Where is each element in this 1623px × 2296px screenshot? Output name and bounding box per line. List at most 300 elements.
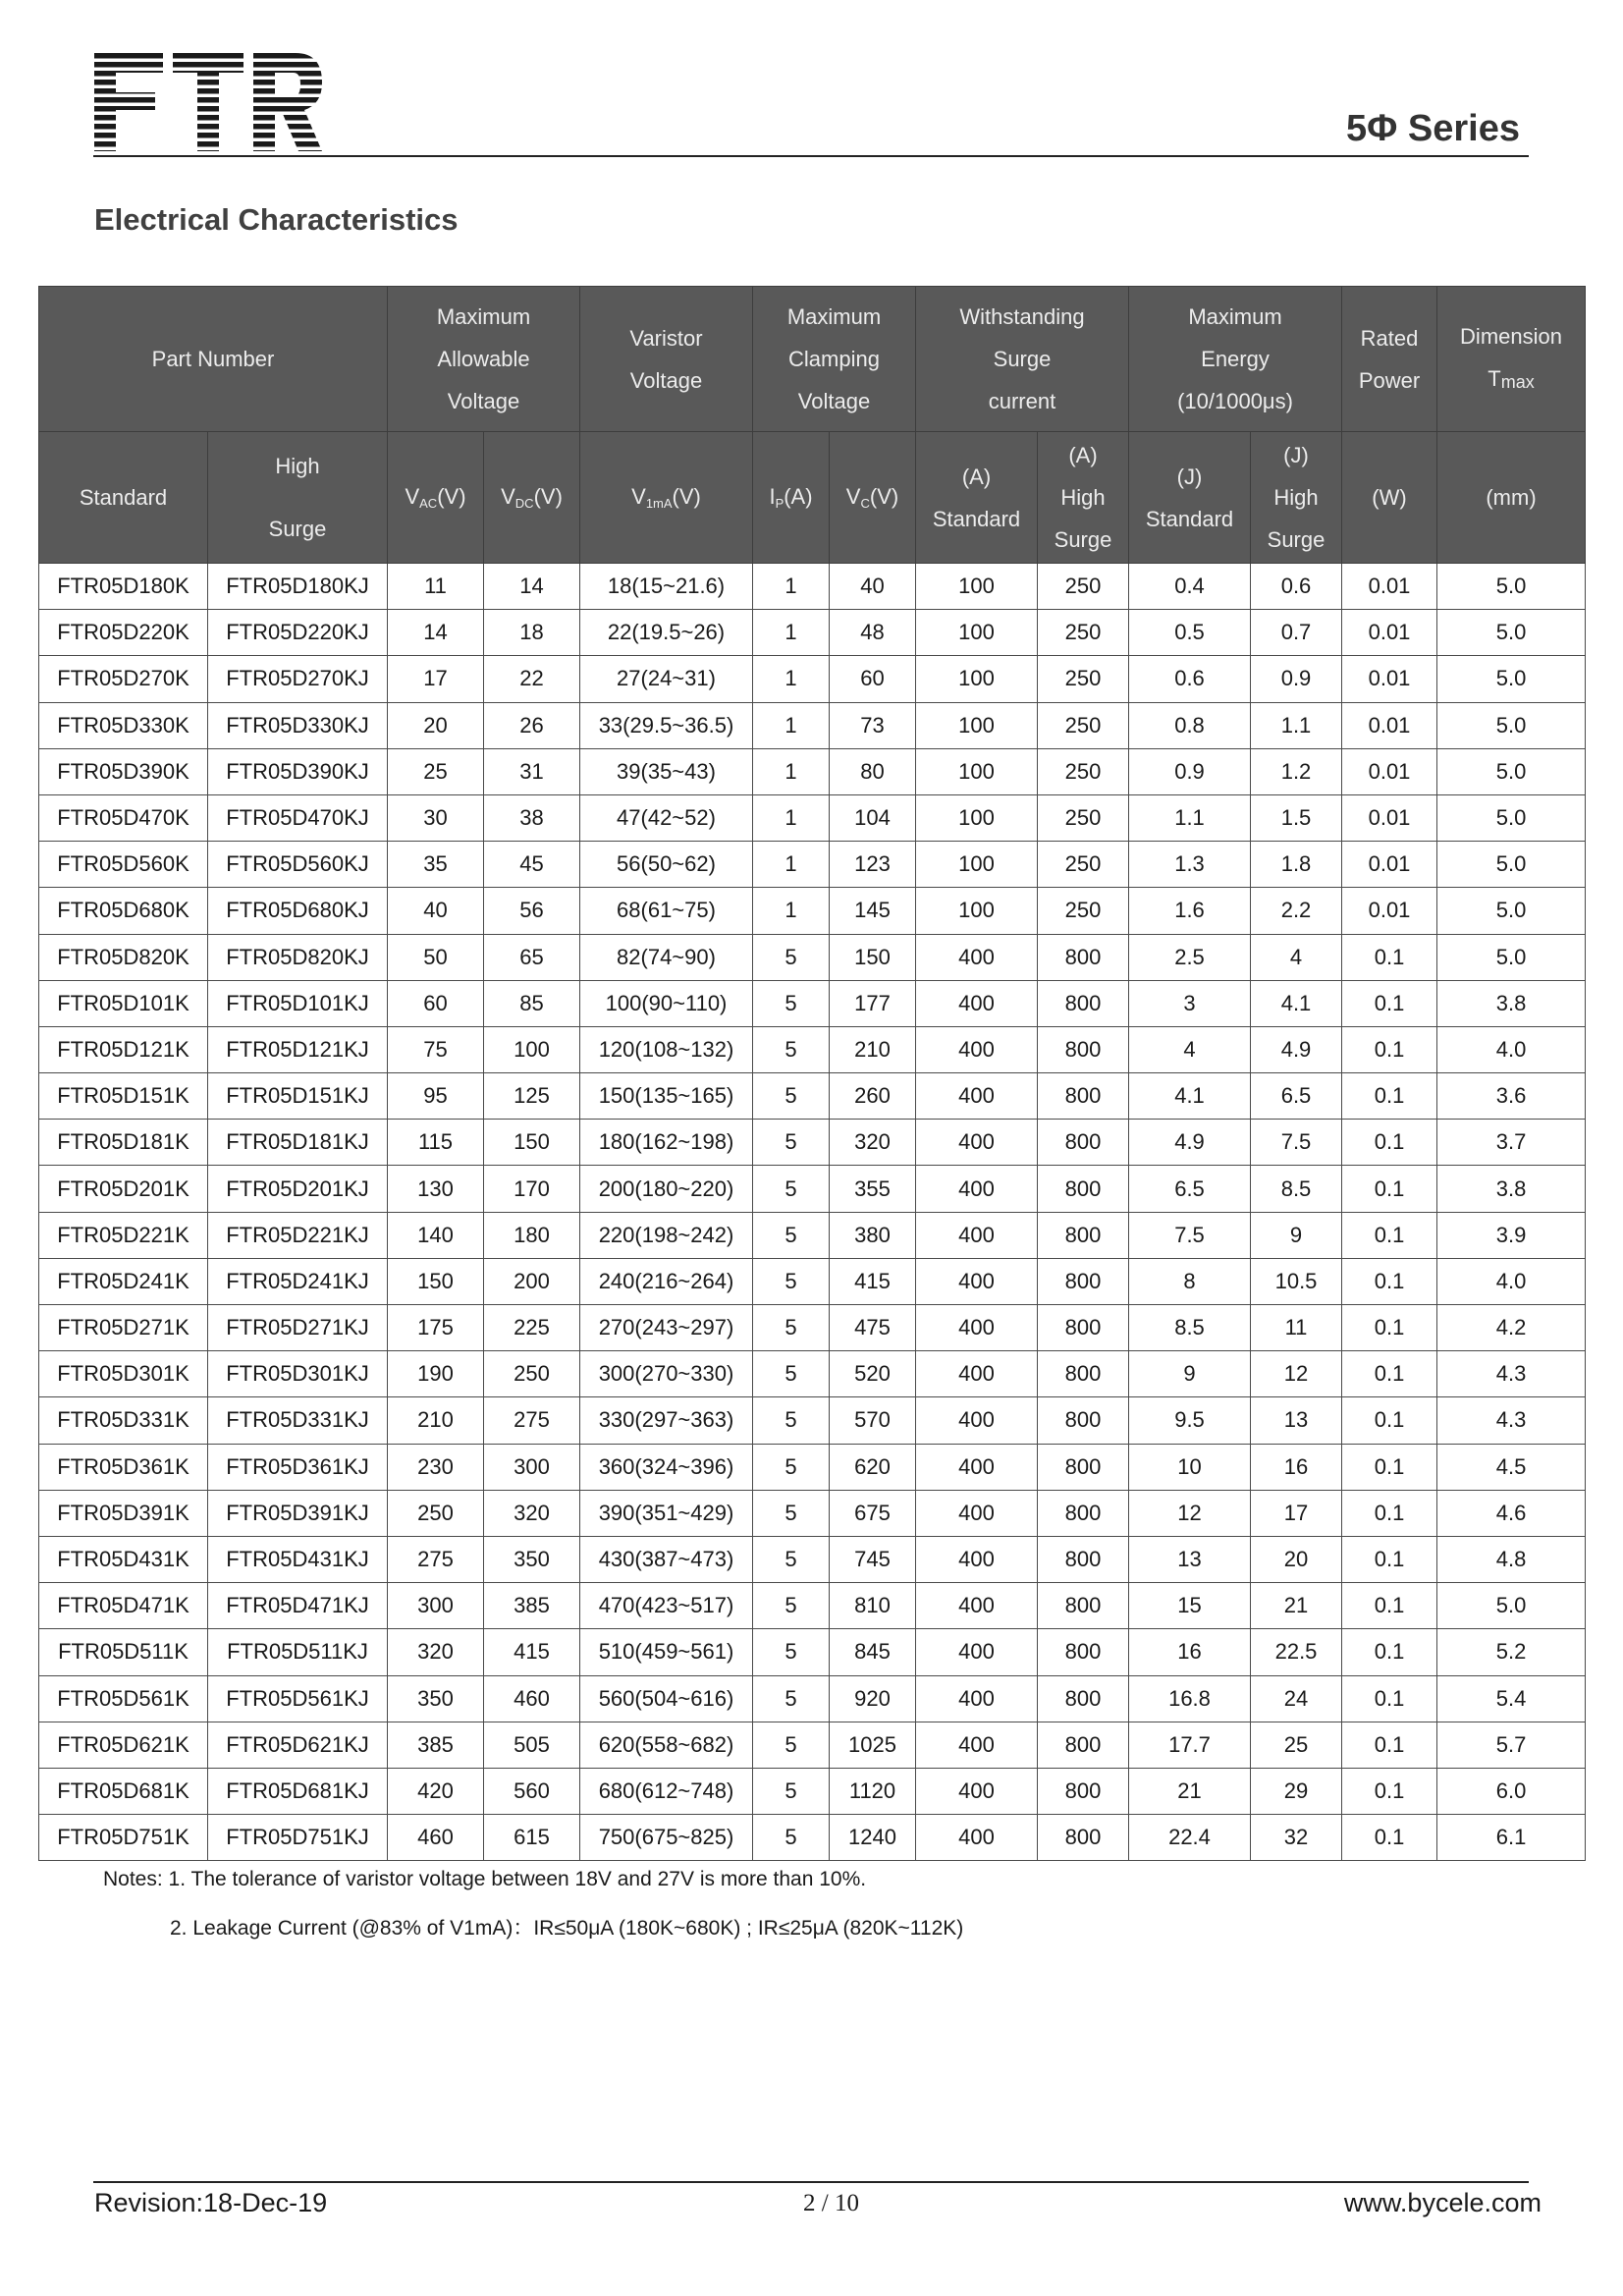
table-cell: 0.1 [1342,1536,1437,1582]
table-cell: 1 [753,888,830,934]
header-watts: (W) [1342,432,1437,564]
table-cell: 5.0 [1437,888,1586,934]
table-cell: 0.1 [1342,1397,1437,1444]
table-cell: FTR05D470K [39,794,208,841]
table-cell: 400 [916,1120,1038,1166]
table-cell: 400 [916,1258,1038,1304]
table-cell: 390(351~429) [580,1490,753,1536]
table-cell: 25 [388,748,484,794]
table-cell: 30 [388,794,484,841]
table-cell: 320 [830,1120,916,1166]
table-cell: FTR05D561K [39,1675,208,1722]
table-cell: FTR05D180KJ [208,564,388,610]
table-cell: 100 [916,794,1038,841]
table-cell: 225 [484,1305,580,1351]
table-cell: FTR05D431KJ [208,1536,388,1582]
table-cell: FTR05D680KJ [208,888,388,934]
table-cell: 9 [1251,1212,1342,1258]
table-cell: 56(50~62) [580,842,753,888]
table-cell: 0.1 [1342,1212,1437,1258]
table-cell: FTR05D511K [39,1629,208,1675]
table-row [39,980,1586,1026]
table-cell: 360(324~396) [580,1444,753,1490]
table-cell: 0.8 [1129,702,1251,748]
table-cell: 800 [1038,980,1129,1026]
table-cell: 400 [916,1815,1038,1861]
note-1: Notes: 1. The tolerance of varistor voltage between 18V and 27V is more than 10%. [103,1868,867,1890]
table-cell: 3.7 [1437,1120,1586,1166]
table-cell: 1 [753,610,830,656]
table-cell: FTR05D681KJ [208,1768,388,1814]
table-cell: 0.1 [1342,1722,1437,1768]
table-cell: 38 [484,794,580,841]
table-cell: FTR05D151KJ [208,1073,388,1120]
table-cell: 475 [830,1305,916,1351]
table-cell: 17.7 [1129,1722,1251,1768]
header-current-standard: (A) Standard [916,432,1038,564]
table-cell: 400 [916,1305,1038,1351]
table-cell: 0.01 [1342,794,1437,841]
table-cell: 400 [916,980,1038,1026]
table-cell: 21 [1251,1583,1342,1629]
table-cell: FTR05D361K [39,1444,208,1490]
table-row [39,702,1586,748]
table-cell: 220(198~242) [580,1212,753,1258]
table-cell: 5 [753,1815,830,1861]
table-cell: 330(297~363) [580,1397,753,1444]
table-cell: 85 [484,980,580,1026]
table-cell: 4.9 [1251,1026,1342,1072]
table-cell: 3.6 [1437,1073,1586,1120]
table-cell: 0.1 [1342,1629,1437,1675]
table-cell: FTR05D680K [39,888,208,934]
page-number: 2 / 10 [803,2190,859,2216]
table-cell: 250 [1038,702,1129,748]
table-cell: 320 [388,1629,484,1675]
table-cell: 400 [916,1166,1038,1212]
table-cell: 250 [1038,610,1129,656]
table-cell: 800 [1038,1675,1129,1722]
table-cell: 800 [1038,1026,1129,1072]
table-cell: 620 [830,1444,916,1490]
table-cell: 177 [830,980,916,1026]
table-cell: 100 [916,748,1038,794]
table-cell: FTR05D390K [39,748,208,794]
header-energy-standard: (J) Standard [1129,432,1251,564]
table-cell: 20 [1251,1536,1342,1582]
table-cell: 400 [916,1026,1038,1072]
table-cell: 800 [1038,934,1129,980]
table-cell: 0.9 [1129,748,1251,794]
table-cell: 460 [484,1675,580,1722]
table-cell: 430(387~473) [580,1536,753,1582]
table-cell: 26 [484,702,580,748]
table-cell: FTR05D101KJ [208,980,388,1026]
table-cell: 800 [1038,1768,1129,1814]
table-cell: 0.1 [1342,1073,1437,1120]
table-cell: FTR05D270KJ [208,656,388,702]
table-cell: 25 [1251,1722,1342,1768]
table-cell: 0.5 [1129,610,1251,656]
table-cell: 5 [753,1258,830,1304]
table-cell: 400 [916,1722,1038,1768]
table-cell: FTR05D121KJ [208,1026,388,1072]
table-cell: 47(42~52) [580,794,753,841]
table-cell: 82(74~90) [580,934,753,980]
table-cell: 200 [484,1258,580,1304]
table-cell: 190 [388,1351,484,1397]
table-cell: 505 [484,1722,580,1768]
table-cell: 4.0 [1437,1258,1586,1304]
table-cell: 745 [830,1536,916,1582]
table-cell: 73 [830,702,916,748]
table-cell: 7.5 [1129,1212,1251,1258]
table-cell: 3 [1129,980,1251,1026]
table-row [39,1815,1586,1861]
table-cell: 845 [830,1629,916,1675]
table-cell: 3.8 [1437,1166,1586,1212]
table-cell: 300(270~330) [580,1351,753,1397]
table-cell: 4.5 [1437,1444,1586,1490]
table-cell: 68(61~75) [580,888,753,934]
table-cell: 20 [388,702,484,748]
table-cell: 33(29.5~36.5) [580,702,753,748]
table-row [39,1026,1586,1072]
table-cell: 800 [1038,1722,1129,1768]
table-cell: 100 [916,610,1038,656]
table-cell: 56 [484,888,580,934]
table-cell: 3.9 [1437,1212,1586,1258]
table-cell: 123 [830,842,916,888]
table-row [39,1305,1586,1351]
table-cell: 16 [1129,1629,1251,1675]
table-cell: 800 [1038,1258,1129,1304]
table-cell: 2.5 [1129,934,1251,980]
table-cell: 60 [830,656,916,702]
table-row [39,934,1586,980]
table-cell: 100(90~110) [580,980,753,1026]
table-cell: 0.01 [1342,610,1437,656]
table-cell: 415 [830,1258,916,1304]
table-cell: 400 [916,1351,1038,1397]
table-cell: 385 [484,1583,580,1629]
table-cell: 150(135~165) [580,1073,753,1120]
table-cell: 385 [388,1722,484,1768]
table-cell: FTR05D301KJ [208,1351,388,1397]
table-cell: 800 [1038,1629,1129,1675]
table-cell: 100 [916,564,1038,610]
table-row [39,1073,1586,1120]
header-divider [93,155,1529,157]
table-cell: 170 [484,1166,580,1212]
header-standard: Standard [39,432,208,564]
header-max-energy: Maximum Energy (10/1000μs) [1129,287,1342,432]
table-cell: FTR05D181KJ [208,1120,388,1166]
table-cell: 1240 [830,1815,916,1861]
table-cell: 800 [1038,1073,1129,1120]
table-cell: FTR05D431K [39,1536,208,1582]
table-cell: 5.0 [1437,702,1586,748]
table-cell: 5 [753,1768,830,1814]
table-cell: 1.1 [1129,794,1251,841]
table-cell: 0.01 [1342,888,1437,934]
table-cell: 1.5 [1251,794,1342,841]
table-cell: 250 [1038,794,1129,841]
header-varistor-voltage: Varistor Voltage [580,287,753,432]
table-cell: 6.5 [1129,1166,1251,1212]
header-dimension: Dimension Tmax [1437,287,1586,432]
note-2: 2. Leakage Current (@83% of V1mA)：IR≤50μA (180K~680K) ; IR≤25μA (820K~112K) [170,1917,964,1940]
table-cell: 6.1 [1437,1815,1586,1861]
table-cell: 5.2 [1437,1629,1586,1675]
table-cell: 11 [1251,1305,1342,1351]
table-cell: FTR05D220KJ [208,610,388,656]
table-cell: 5 [753,1120,830,1166]
table-cell: 0.1 [1342,1490,1437,1536]
table-cell: 6.5 [1251,1073,1342,1120]
table-cell: FTR05D361KJ [208,1444,388,1490]
table-cell: 400 [916,1675,1038,1722]
table-cell: 100 [916,842,1038,888]
table-cell: FTR05D221KJ [208,1212,388,1258]
table-cell: 45 [484,842,580,888]
table-cell: 1025 [830,1722,916,1768]
table-cell: 260 [830,1073,916,1120]
table-row [39,794,1586,841]
table-cell: 210 [388,1397,484,1444]
table-cell: 300 [388,1583,484,1629]
table-cell: 240(216~264) [580,1258,753,1304]
table-cell: 275 [484,1397,580,1444]
table-cell: 0.1 [1342,1026,1437,1072]
table-cell: 4.6 [1437,1490,1586,1536]
table-cell: 0.01 [1342,842,1437,888]
table-cell: 400 [916,934,1038,980]
table-row [39,610,1586,656]
table-cell: 800 [1038,1305,1129,1351]
table-cell: 12 [1251,1351,1342,1397]
table-cell: 4.1 [1251,980,1342,1026]
table-cell: 1.2 [1251,748,1342,794]
table-cell: 0.6 [1129,656,1251,702]
table-cell: 800 [1038,1583,1129,1629]
table-cell: FTR05D201K [39,1166,208,1212]
header-v1ma: $V_{1mA}(V)$ [580,432,753,564]
table-cell: 0.1 [1342,1166,1437,1212]
header-vac: $V_{AC}(V)$ [388,432,484,564]
table-cell: 1 [753,748,830,794]
table-cell: 5 [753,934,830,980]
table-row [39,564,1586,610]
table-cell: FTR05D621KJ [208,1722,388,1768]
table-cell: 22(19.5~26) [580,610,753,656]
table-cell: 145 [830,888,916,934]
table-cell: 400 [916,1583,1038,1629]
table-row [39,1583,1586,1629]
table-cell: 10.5 [1251,1258,1342,1304]
table-cell: 560 [484,1768,580,1814]
table-cell: 810 [830,1583,916,1629]
table-cell: 0.1 [1342,1444,1437,1490]
table-cell: 17 [1251,1490,1342,1536]
header-max-allowable-voltage: Maximum Allowable Voltage [388,287,580,432]
table-cell: 5 [753,1351,830,1397]
table-cell: 5 [753,1629,830,1675]
table-cell: FTR05D220K [39,610,208,656]
table-cell: 270(243~297) [580,1305,753,1351]
table-cell: 3.8 [1437,980,1586,1026]
table-cell: FTR05D820K [39,934,208,980]
table-cell: 125 [484,1073,580,1120]
table-cell: 5.0 [1437,748,1586,794]
table-cell: 460 [388,1815,484,1861]
table-cell: 5 [753,1536,830,1582]
table-cell: 0.4 [1129,564,1251,610]
table-cell: FTR05D621K [39,1722,208,1768]
table-cell: 1 [753,656,830,702]
table-cell: FTR05D511KJ [208,1629,388,1675]
table-cell: 675 [830,1490,916,1536]
table-cell: 800 [1038,1166,1129,1212]
table-cell: 415 [484,1629,580,1675]
table-cell: 800 [1038,1351,1129,1397]
table-cell: 120(108~132) [580,1026,753,1072]
table-cell: 150 [484,1120,580,1166]
table-cell: 0.01 [1342,748,1437,794]
table-cell: 100 [916,702,1038,748]
table-cell: FTR05D241K [39,1258,208,1304]
table-cell: FTR05D271KJ [208,1305,388,1351]
table-cell: 5.0 [1437,656,1586,702]
table-cell: 5.0 [1437,564,1586,610]
table-cell: 250 [1038,656,1129,702]
table-cell: 680(612~748) [580,1768,753,1814]
table-cell: FTR05D331K [39,1397,208,1444]
table-cell: 13 [1129,1536,1251,1582]
table-cell: 18 [484,610,580,656]
table-cell: 0.1 [1342,1675,1437,1722]
table-cell: 420 [388,1768,484,1814]
table-row [39,1212,1586,1258]
table-cell: FTR05D331KJ [208,1397,388,1444]
table-cell: 570 [830,1397,916,1444]
table-cell: 5 [753,1073,830,1120]
table-cell: 4.0 [1437,1026,1586,1072]
table-cell: 115 [388,1120,484,1166]
table-cell: 140 [388,1212,484,1258]
table-cell: 210 [830,1026,916,1072]
table-row [39,1444,1586,1490]
table-row [39,888,1586,934]
table-cell: FTR05D330K [39,702,208,748]
table-cell: 0.1 [1342,934,1437,980]
table-cell: 1.6 [1129,888,1251,934]
table-cell: 800 [1038,1120,1129,1166]
table-cell: 800 [1038,1397,1129,1444]
table-cell: 130 [388,1166,484,1212]
table-cell: FTR05D391KJ [208,1490,388,1536]
table-cell: FTR05D390KJ [208,748,388,794]
table-cell: 14 [388,610,484,656]
table-row [39,1675,1586,1722]
table-cell: FTR05D151K [39,1073,208,1120]
table-cell: 520 [830,1351,916,1397]
table-cell: 250 [1038,888,1129,934]
table-cell: 40 [388,888,484,934]
table-cell: 1 [753,794,830,841]
table-cell: FTR05D470KJ [208,794,388,841]
table-cell: 0.1 [1342,1258,1437,1304]
table-cell: 65 [484,934,580,980]
table-cell: 4.9 [1129,1120,1251,1166]
table-cell: 14 [484,564,580,610]
table-cell: 0.1 [1342,1815,1437,1861]
table-cell: 100 [916,656,1038,702]
table-cell: FTR05D681K [39,1768,208,1814]
table-header [39,287,1586,564]
table-cell: 40 [830,564,916,610]
table-cell: 200(180~220) [580,1166,753,1212]
table-cell: 21 [1129,1768,1251,1814]
table-cell: 400 [916,1444,1038,1490]
table-row [39,842,1586,888]
table-cell: 4.2 [1437,1305,1586,1351]
table-row [39,1722,1586,1768]
table-cell: FTR05D330KJ [208,702,388,748]
table-cell: 1 [753,702,830,748]
table-cell: 5.0 [1437,1583,1586,1629]
table-cell: 24 [1251,1675,1342,1722]
table-cell: 17 [388,656,484,702]
table-cell: 1120 [830,1768,916,1814]
table-cell: 8.5 [1251,1166,1342,1212]
header-vc: $V_C(V)$ [830,432,916,564]
table-cell: 800 [1038,1212,1129,1258]
table-cell: 560(504~616) [580,1675,753,1722]
table-cell: 920 [830,1675,916,1722]
table-cell: 400 [916,1212,1038,1258]
website-link[interactable]: www.bycele.com [1343,2188,1542,2217]
table-cell: 0.1 [1342,1120,1437,1166]
table-cell: FTR05D201KJ [208,1166,388,1212]
table-cell: 355 [830,1166,916,1212]
table-cell: 470(423~517) [580,1583,753,1629]
table-cell: 100 [484,1026,580,1072]
table-cell: 8 [1129,1258,1251,1304]
table-cell: 5.0 [1437,934,1586,980]
header-vdc: $V_{DC}(V)$ [484,432,580,564]
table-cell: 620(558~682) [580,1722,753,1768]
table-cell: 0.1 [1342,1768,1437,1814]
table-row [39,1768,1586,1814]
table-cell: 400 [916,1073,1038,1120]
table-cell: 800 [1038,1536,1129,1582]
table-cell: FTR05D181K [39,1120,208,1166]
table-cell: 0.1 [1342,980,1437,1026]
table-cell: 5 [753,1305,830,1351]
table-cell: 9.5 [1129,1397,1251,1444]
table-cell: 15 [1129,1583,1251,1629]
table-cell: 60 [388,980,484,1026]
table-cell: FTR05D560KJ [208,842,388,888]
header-rated-power: Rated Power [1342,287,1437,432]
table-cell: 18(15~21.6) [580,564,753,610]
section-title: Electrical Characteristics [94,202,459,237]
table-cell: 150 [830,934,916,980]
table-row [39,1351,1586,1397]
table-cell: 0.1 [1342,1305,1437,1351]
table-row [39,1536,1586,1582]
